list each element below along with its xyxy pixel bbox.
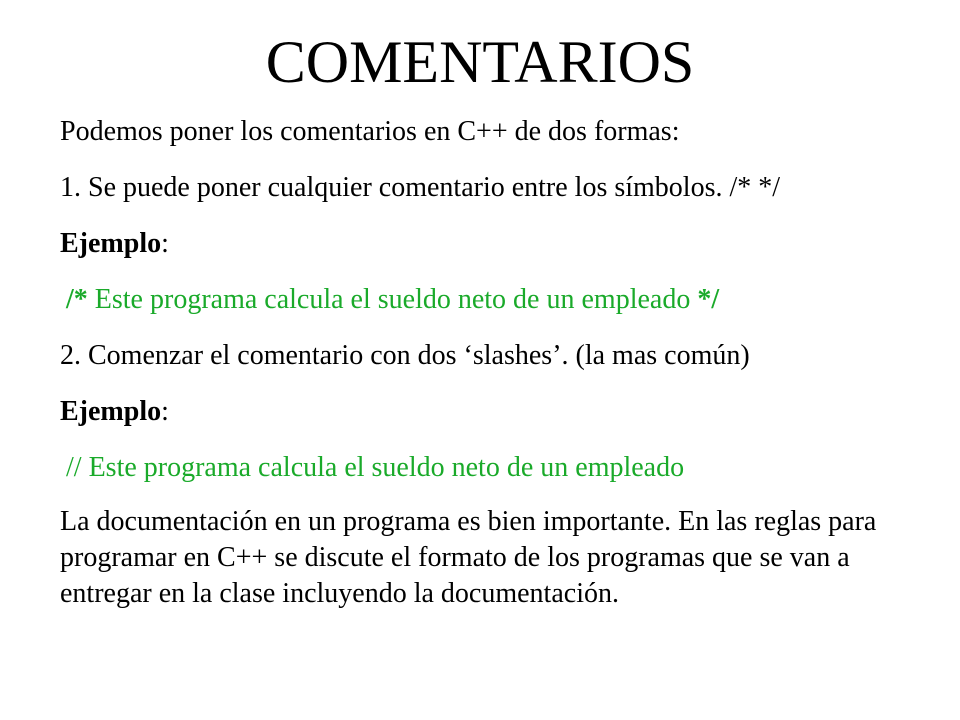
item-1-text: 1. Se puede poner cualquier comentario entre los símbolos. /* */ (60, 172, 781, 203)
comment-2-text: Este programa calcula el sueldo neto de un empleado (81, 452, 685, 483)
comment-1-text: Este programa calcula el sueldo neto de un empleado (87, 284, 698, 315)
example-1-label (60, 222, 920, 278)
example-2-comment (60, 446, 920, 502)
comment-open-marker: /* (66, 284, 88, 315)
example-label: Ejemplo (60, 228, 162, 259)
comment-slash-marker: // (66, 452, 82, 483)
closing-paragraph: La documentación en un programa es bien importante. En las reglas para programar en C++ se discute el formato de los programas que se van a entregar en la clase incluyendo la documentación. (60, 506, 877, 609)
example-1-comment (60, 278, 920, 334)
example-2-label (60, 390, 920, 446)
slide-title: COMENTARIOS (265, 29, 695, 95)
intro-text: Podemos poner los comentarios en C++ de dos formas: (60, 116, 680, 147)
comment-close-marker: */ (697, 284, 720, 315)
example-label: Ejemplo (60, 396, 162, 427)
example-colon: : (161, 228, 169, 259)
example-colon: : (161, 396, 169, 427)
item-2-text: 2. Comenzar el comentario con dos ‘slashes’. (la mas común) (60, 340, 750, 371)
slide-body (60, 110, 920, 612)
